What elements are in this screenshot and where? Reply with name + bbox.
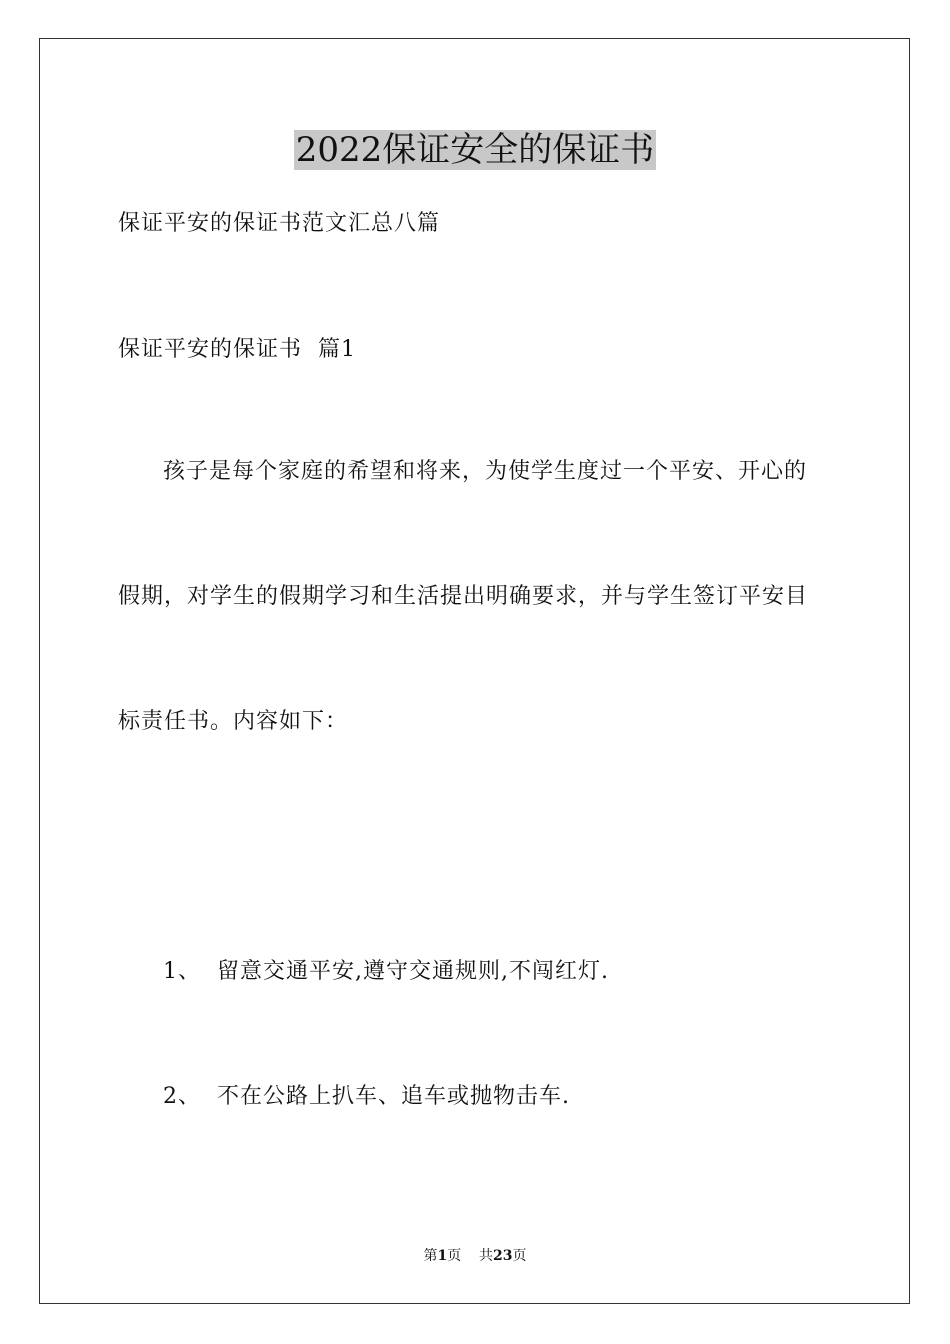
document-title xyxy=(0,128,950,172)
footer-suffix: 页 xyxy=(512,1248,527,1264)
section-heading: 保证平安的保证书 篇1 xyxy=(118,337,356,362)
list-item: 2、 不在公路上扒车、追车或抛物击车. xyxy=(163,1084,570,1109)
footer-mid: 页 共 xyxy=(447,1248,494,1264)
page-footer xyxy=(0,1246,950,1266)
document-subtitle: 保证平安的保证书范文汇总八篇 xyxy=(118,211,441,236)
footer-page-total: 23 xyxy=(493,1248,513,1264)
footer-prefix: 第 xyxy=(423,1248,438,1264)
paragraph-line: 孩子是每个家庭的希望和将来，为使学生度过一个平安、开心的 xyxy=(163,459,808,484)
paragraph-line: 假期，对学生的假期学习和生活提出明确要求，并与学生签订平安目 xyxy=(118,584,809,609)
document-title-text: 2022保证安全的保证书 xyxy=(295,130,655,170)
footer-page-current: 1 xyxy=(437,1248,448,1264)
list-item: 1、 留意交通平安,遵守交通规则,不闯红灯. xyxy=(163,959,609,984)
paragraph-line: 标责任书。内容如下： xyxy=(118,709,349,734)
